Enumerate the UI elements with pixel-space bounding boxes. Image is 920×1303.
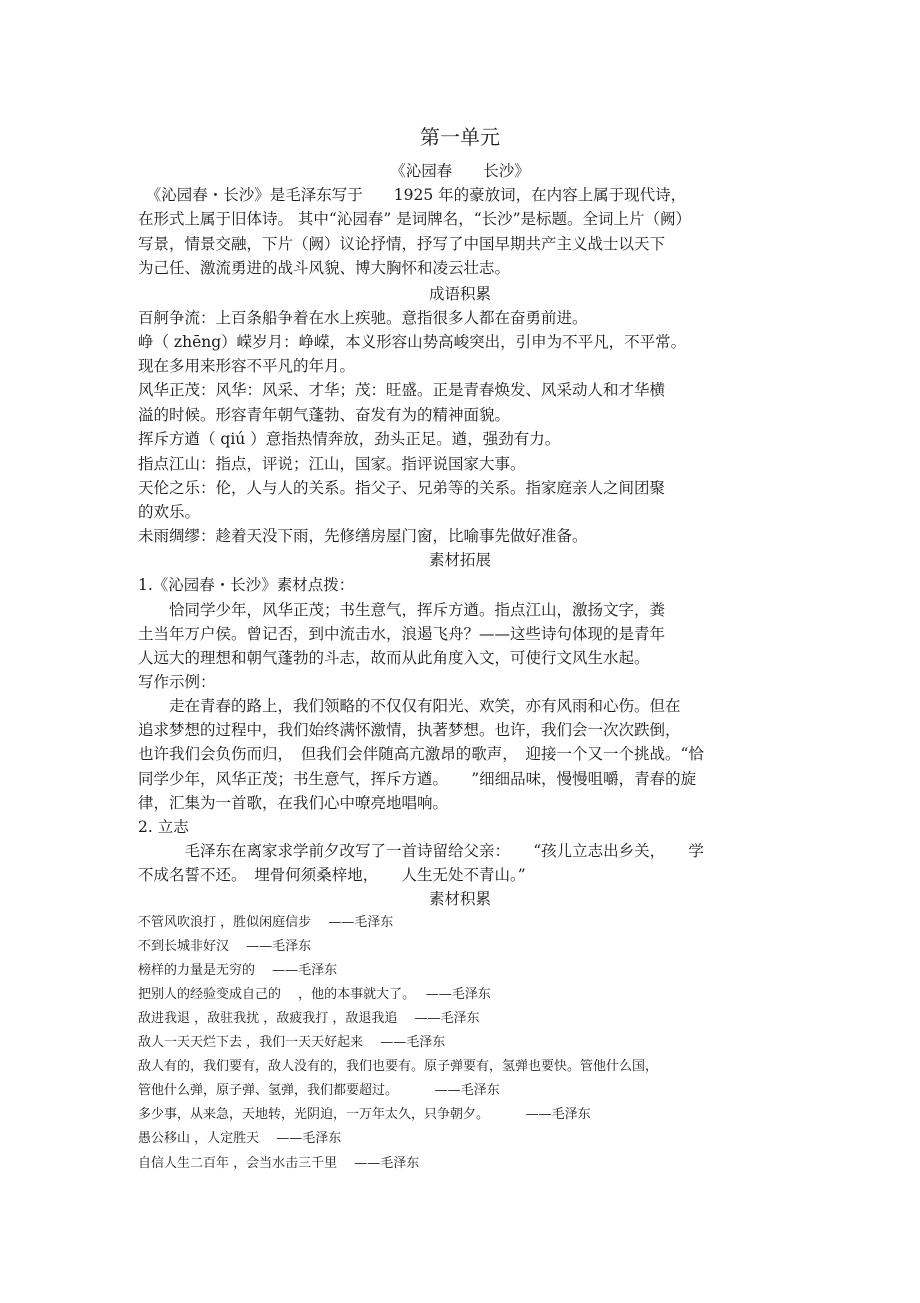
idiom-line: 挥斥方遒（ qiú ）意指热情奔放，劲头正足。遒，强劲有力。 xyxy=(138,430,561,448)
idiom-line: 风华正茂：风华：风采、才华；茂：旺盛。正是青春焕发、风采动人和才华横 xyxy=(138,381,666,399)
intro-line: 为己任、激流勇进的战斗风貌、博大胸怀和凌云壮志。 xyxy=(138,259,511,277)
idiom-line: 指点江山：指点，评说；江山，国家。指评说国家大事。 xyxy=(138,455,526,473)
quote-line: 榜样的力量是无穷的 ——毛泽东 xyxy=(138,963,338,978)
idiom-line: 未雨绸缪：趁着天没下雨，先修缮房屋门窗，比喻事先做好准备。 xyxy=(138,527,588,545)
unit-title: 第一单元 xyxy=(420,125,500,149)
material-line: 土当年万户侯。曾记否，到中流击水，浪遏飞舟？——这些诗句体现的是青年 xyxy=(138,625,666,643)
material-line: 走在青春的路上，我们领略的不仅仅有阳光、欢笑，亦有风雨和心伤。但在 xyxy=(138,697,681,715)
material-line: 2. 立志 xyxy=(138,818,189,836)
quote-line: 多少事，从来急，天地转，光阴迫，一万年太久，只争朝夕。 ——毛泽东 xyxy=(138,1107,591,1122)
quote-line: 自信人生二百年 ，会当水击三千里 ——毛泽东 xyxy=(138,1156,420,1171)
material-line: 追求梦想的过程中，我们始终满怀激情，执著梦想。也许，我们会一次次跌倒， xyxy=(138,721,681,739)
quote-line: 把别人的经验变成自己的 ，他的本事就大了。 ——毛泽东 xyxy=(138,987,491,1002)
poem-title: 《沁园春 长沙》 xyxy=(390,162,530,180)
idiom-line: 百舸争流：上百条船争着在水上疾驰。意指很多人都在奋勇前进。 xyxy=(138,309,588,327)
idiom-line: 溢的时候。形容青年朝气蓬勃、奋发有为的精神面貌。 xyxy=(138,406,511,424)
idioms-heading: 成语积累 xyxy=(428,285,491,303)
intro-line: 写景，情景交融，下片（阙）议论抒情，抒写了中国早期共产主义战士以天下 xyxy=(138,235,666,253)
material-line: 1.《沁园春・长沙》素材点拨： xyxy=(138,576,355,594)
material-line: 恰同学少年，风华正茂；书生意气，挥斥方遒。指点江山，激扬文字，粪 xyxy=(138,601,666,619)
idiom-line: 天伦之乐：伦，人与人的关系。指父子、兄弟等的关系。指家庭亲人之间团聚 xyxy=(138,479,666,497)
material-line: 律，汇集为一首歌，在我们心中嘹亮地唱响。 xyxy=(138,794,449,812)
intro-line: 在形式上属于旧体诗。 其中“沁园春” 是词牌名，“长沙”是标题。全词上片（阙） xyxy=(138,210,692,228)
quote-line: 愚公移山 ，人定胜天 ——毛泽东 xyxy=(138,1131,342,1146)
idiom-line: 现在多用来形容不平凡的年月。 xyxy=(138,357,356,375)
material-line: 不成名誓不还。 埋骨何须桑梓地， 人生无处不青山。” xyxy=(138,866,526,884)
material-line: 毛泽东在离家求学前夕改写了一首诗留给父亲： “孩儿立志出乡关， 学 xyxy=(138,842,704,860)
quote-line: 敌人一天天烂下去 ，我们一天天好起来 ——毛泽东 xyxy=(138,1035,446,1050)
idiom-line: 峥（ zhēng）嵘岁月：峥嵘，本义形容山势高峻突出，引申为不平凡，不平常。 xyxy=(138,333,687,351)
material-heading: 素材拓展 xyxy=(428,551,491,569)
quotes-heading: 素材积累 xyxy=(428,890,491,908)
quote-line: 敌进我退 ，敌驻我扰 ，敌疲我打 ，敌退我追 ——毛泽东 xyxy=(138,1011,480,1026)
idiom-line: 的欢乐。 xyxy=(138,503,201,521)
intro-line: 《沁园春・长沙》是毛泽东写于 1925 年的豪放词，在内容上属于现代诗， xyxy=(138,186,687,204)
quote-line: 敌人有的，我们要有，敌人没有的，我们也要有。原子弹要有，氢弹也要快。管他什么国， xyxy=(138,1059,659,1074)
material-line: 写作示例： xyxy=(138,673,216,691)
material-line: 同学少年，风华正茂；书生意气，挥斥方遒。 ”细细品味，慢慢咀嚼，青春的旋 xyxy=(138,770,697,788)
material-line: 人远大的理想和朝气蓬勃的斗志，故而从此角度入文，可使行文风生水起。 xyxy=(138,649,650,667)
quote-line: 不管风吹浪打 ，胜似闲庭信步 ——毛泽东 xyxy=(138,915,394,930)
material-line: 也许我们会负伤而归， 但我们会伴随高亢激昂的歌声， 迎接一个又一个挑战。“恰 xyxy=(138,745,704,763)
quote-line: 不到长城非好汉 ——毛泽东 xyxy=(138,939,312,954)
quote-line: 管他什么弹，原子弹、氢弹，我们都要超过。 ——毛泽东 xyxy=(138,1083,500,1098)
